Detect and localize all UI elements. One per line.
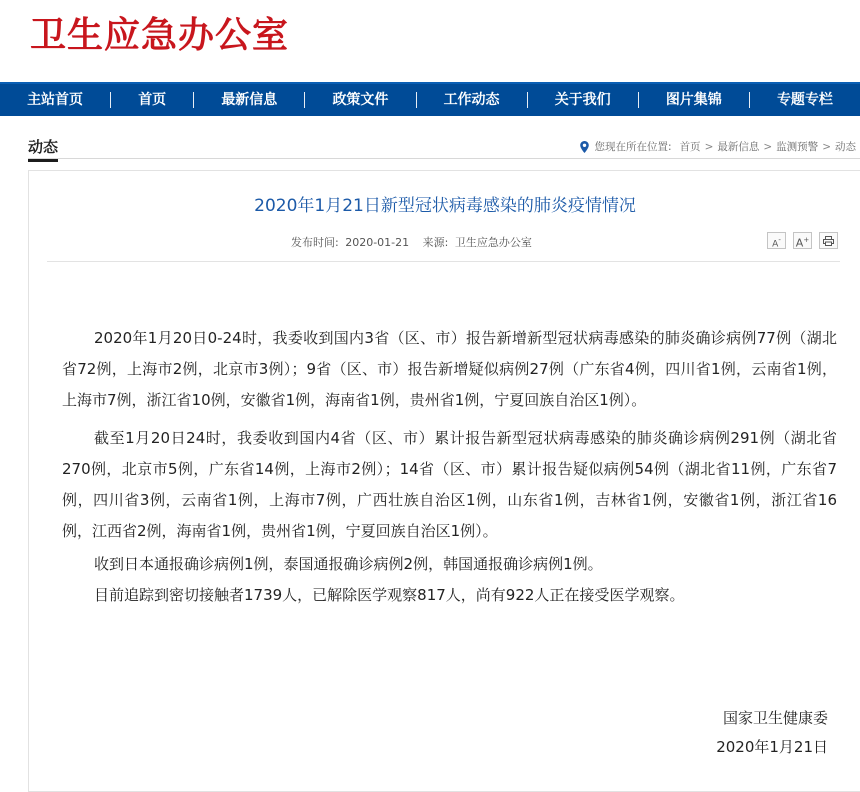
breadcrumb-separator: > [822, 140, 831, 153]
breadcrumb-current[interactable]: 动态 [835, 141, 856, 153]
article-title: 2020年1月21日新型冠状病毒感染的肺炎疫情情况 [254, 196, 636, 216]
font-larger-button[interactable]: A+ [793, 232, 812, 249]
font-smaller-label: A [772, 239, 779, 250]
print-icon [823, 236, 834, 246]
font-larger-label: A [795, 236, 804, 250]
breadcrumb [580, 139, 856, 154]
breadcrumb-latest[interactable]: 最新信息 [717, 141, 760, 153]
nav-divider [110, 92, 111, 108]
publish-label: 发布时间: [291, 236, 339, 249]
source-value: 卫生应急办公室 [454, 236, 532, 249]
main-nav [0, 82, 860, 116]
nav-item-policy[interactable]: 政策文件 [332, 92, 389, 108]
article-container [28, 170, 860, 792]
location-label: 您现在所在位置: [594, 141, 672, 153]
signature-date: 2020年1月21日 [716, 738, 828, 756]
article-body [62, 323, 837, 611]
font-smaller-button[interactable]: A- [767, 232, 786, 249]
nav-item-main-home[interactable]: 主站首页 [27, 92, 84, 108]
nav-item-latest[interactable]: 最新信息 [221, 92, 278, 108]
breadcrumb-separator: > [763, 140, 773, 153]
signature-org: 国家卫生健康委 [722, 709, 828, 727]
nav-divider [193, 92, 194, 108]
nav-item-gallery[interactable]: 图片集锦 [665, 92, 722, 108]
paragraph-new-cases: 2020年1月20日0-24时，我委收到国内3省（区、市）报告新增新型冠状病毒感染的肺炎确诊病例77例（湖北省72例，上海市2例，北京市3例）；9省（区、市）报告新增疑似病例27例（广东省4例，四川省1例，云南省1例，上海市7例，浙江省10例，安徽省1例，海南省1例，贵州省1例，宁夏回族自治区1例）。 [62, 329, 837, 409]
nav-item-home[interactable]: 首页 [138, 92, 167, 108]
source-label: 来源: [422, 236, 449, 249]
article-signature [716, 704, 828, 762]
site-header [0, 0, 860, 82]
breadcrumb-home[interactable]: 首页 [679, 141, 701, 153]
location-pin-icon [580, 141, 589, 153]
nav-divider [527, 92, 528, 108]
publish-date: 2020-01-21 [345, 236, 410, 249]
print-button[interactable] [819, 232, 838, 249]
breadcrumb-separator: > [704, 140, 714, 153]
site-logo[interactable]: 卫生应急办公室 [30, 14, 290, 56]
article-meta [291, 234, 535, 250]
nav-divider [749, 92, 750, 108]
section-title: 动态 [28, 136, 58, 162]
nav-divider [416, 92, 417, 108]
paragraph-international: 收到日本通报确诊病例1例，泰国通报确诊病例2例，韩国通报确诊病例1例。 [94, 555, 603, 573]
article-tools [767, 232, 838, 249]
nav-item-about[interactable]: 关于我们 [554, 92, 611, 108]
section-divider [28, 158, 860, 159]
nav-divider [638, 92, 639, 108]
nav-item-topics[interactable]: 专题专栏 [776, 92, 833, 108]
section-bar [0, 116, 860, 160]
paragraph-cumulative: 截至1月20日24时，我委收到国内4省（区、市）累计报告新型冠状病毒感染的肺炎确诊病例291例（湖北省270例，北京市5例，广东省14例，上海市2例）；14省（区、市）累计报告疑似病例54例（湖北省11例，广东省7例，四川省3例，云南省1例，上海市7例，广西壮族自治区1例，山东省1例，吉林省1例，安徽省1例，浙江省16例，江西省2例，海南省1例，贵州省1例，宁夏回族自治区1例）。 [62, 429, 837, 540]
meta-divider [47, 261, 840, 262]
nav-divider [304, 92, 305, 108]
nav-item-work-news[interactable]: 工作动态 [443, 92, 500, 108]
paragraph-close-contacts: 目前追踪到密切接触者1739人，已解除医学观察817人，尚有922人正在接受医学观察。 [94, 586, 685, 604]
breadcrumb-monitoring[interactable]: 监测预警 [776, 141, 819, 153]
